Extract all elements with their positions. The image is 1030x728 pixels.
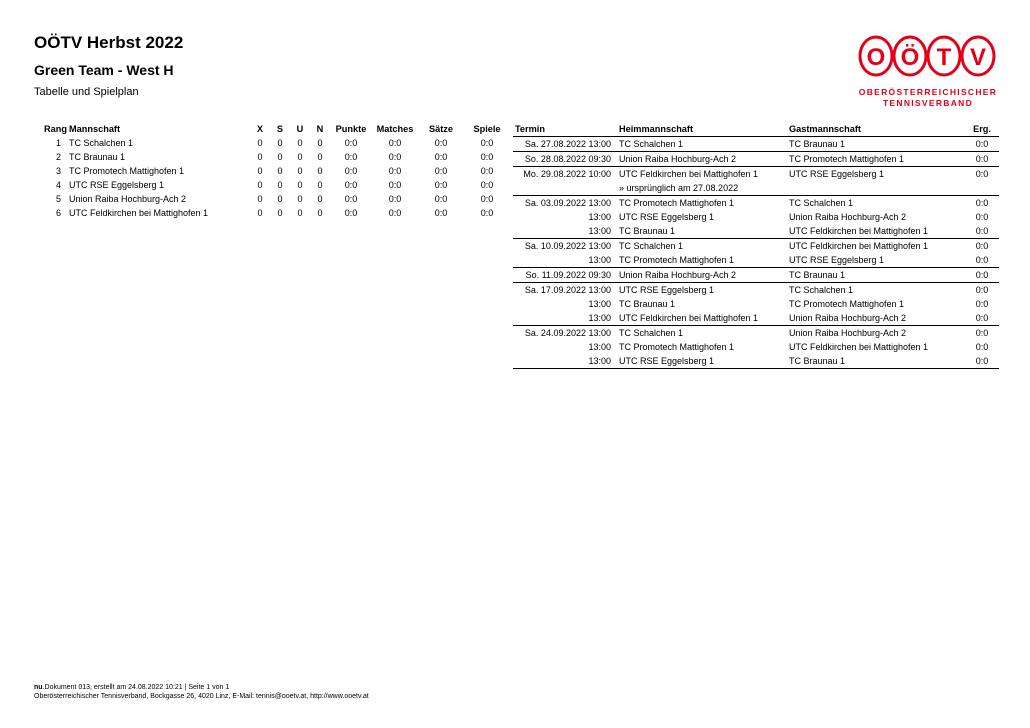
s-cell: 0 xyxy=(277,152,283,162)
s-cell: 0 xyxy=(277,208,283,218)
result-cell: 0:0 xyxy=(975,212,989,222)
punkte-cell: 0:0 xyxy=(344,166,358,176)
x-cell: 0 xyxy=(257,194,263,204)
result-cell: 0:0 xyxy=(965,326,999,341)
s-cell: 0 xyxy=(277,138,283,148)
col-rang: Rang xyxy=(44,124,67,134)
punkte-cell: 0:0 xyxy=(344,138,358,148)
schedule-row xyxy=(513,354,999,369)
result-cell: 0:0 xyxy=(965,268,999,283)
guest-team-cell: Union Raiba Hochburg-Ach 2 xyxy=(787,326,965,341)
home-team-cell: TC Schalchen 1 xyxy=(617,239,787,254)
footer-contact-line: Oberösterreichischer Tennisverband, Bockgasse 26, 4020 Linz, E-Mail: tennis@ooetv.at, http://www.ooetv.at xyxy=(34,693,369,700)
spiele-cell: 0:0 xyxy=(480,138,494,148)
home-team-cell: UTC RSE Eggelsberg 1 xyxy=(619,212,715,222)
guest-team-cell: UTC Feldkirchen bei Mattighofen 1 xyxy=(789,342,929,352)
schedule-row xyxy=(513,152,999,167)
guest-team-cell: TC Schalchen 1 xyxy=(787,196,965,211)
result-cell: 0:0 xyxy=(975,342,989,352)
schedule-row xyxy=(513,268,999,283)
matches-cell: 0:0 xyxy=(388,180,402,190)
schedule-row xyxy=(513,224,999,239)
col-x: X xyxy=(256,124,264,134)
x-cell: 0 xyxy=(257,166,263,176)
col-saetze: Sätze xyxy=(428,124,453,134)
u-cell: 0 xyxy=(297,180,303,190)
col-matches: Matches xyxy=(376,124,414,134)
col-termin: Termin xyxy=(513,122,617,137)
home-team-cell: TC Schalchen 1 xyxy=(617,326,787,341)
logo-letter-o: O xyxy=(866,44,886,71)
n-cell: 0 xyxy=(317,152,323,162)
team-cell: Union Raiba Hochburg-Ach 2 xyxy=(69,194,187,204)
guest-team-cell: Union Raiba Hochburg-Ach 2 xyxy=(789,313,907,323)
team-cell: UTC RSE Eggelsberg 1 xyxy=(69,180,165,190)
termin-cell: Sa. 17.09.2022 13:00 xyxy=(513,283,617,298)
saetze-cell: 0:0 xyxy=(434,208,448,218)
result-cell: 0:0 xyxy=(965,239,999,254)
home-team-cell: UTC RSE Eggelsberg 1 xyxy=(617,354,787,369)
home-team-cell: » ursprünglich am 27.08.2022 xyxy=(619,183,739,193)
s-cell: 0 xyxy=(277,166,283,176)
col-ergebnis: Erg. xyxy=(965,122,999,137)
termin-cell: 13:00 xyxy=(588,226,611,236)
guest-team-cell: UTC RSE Eggelsberg 1 xyxy=(789,255,885,265)
schedule-row xyxy=(513,283,999,298)
rank-cell: 1 xyxy=(55,138,61,148)
standings-row xyxy=(40,136,510,150)
matches-cell: 0:0 xyxy=(388,194,402,204)
punkte-cell: 0:0 xyxy=(344,208,358,218)
termin-cell: Sa. 27.08.2022 13:00 xyxy=(524,139,611,149)
logo-letter-v: V xyxy=(969,44,987,71)
document-description: Tabelle und Spielplan xyxy=(34,86,139,98)
u-cell: 0 xyxy=(297,152,303,162)
schedule-row xyxy=(513,239,999,254)
team-cell: TC Schalchen 1 xyxy=(69,138,134,148)
guest-team-cell: Union Raiba Hochburg-Ach 2 xyxy=(789,212,907,222)
spiele-cell: 0:0 xyxy=(480,208,494,218)
col-s: S xyxy=(276,124,284,134)
schedule-row xyxy=(513,340,999,354)
home-team-cell: TC Braunau 1 xyxy=(619,226,676,236)
matches-cell: 0:0 xyxy=(388,138,402,148)
col-mannschaft: Mannschaft xyxy=(69,124,121,134)
matches-cell: 0:0 xyxy=(388,152,402,162)
termin-cell: 13:00 xyxy=(588,342,611,352)
league-subtitle: Green Team - West H xyxy=(34,62,174,78)
footer-document-info xyxy=(34,684,229,691)
guest-team-cell: TC Schalchen 1 xyxy=(787,283,965,298)
footer-brand: nu xyxy=(34,684,43,691)
team-cell: TC Braunau 1 xyxy=(69,152,126,162)
termin-cell: So. 11.09.2022 09:30 xyxy=(513,268,617,283)
result-cell xyxy=(965,181,999,196)
guest-team-cell: UTC RSE Eggelsberg 1 xyxy=(787,167,965,182)
col-punkte: Punkte xyxy=(335,124,367,134)
n-cell: 0 xyxy=(317,180,323,190)
rank-cell: 6 xyxy=(55,208,61,218)
result-cell: 0:0 xyxy=(965,196,999,211)
team-cell: TC Promotech Mattighofen 1 xyxy=(69,166,185,176)
u-cell: 0 xyxy=(297,208,303,218)
s-cell: 0 xyxy=(277,194,283,204)
schedule-row xyxy=(513,210,999,224)
schedule-row xyxy=(513,297,999,311)
termin-cell: Sa. 03.09.2022 13:00 xyxy=(513,196,617,211)
home-team-cell: TC Promotech Mattighofen 1 xyxy=(619,255,735,265)
document-title: OÖTV Herbst 2022 xyxy=(34,33,184,52)
result-cell: 0:0 xyxy=(965,152,999,167)
home-team-cell: UTC Feldkirchen bei Mattighofen 1 xyxy=(617,167,787,182)
schedule-row xyxy=(513,253,999,268)
termin-cell: Mo. 29.08.2022 10:00 xyxy=(513,167,617,182)
matches-cell: 0:0 xyxy=(388,208,402,218)
standings-row xyxy=(40,192,510,206)
result-cell: 0:0 xyxy=(975,299,989,309)
standings-row xyxy=(40,164,510,178)
spiele-cell: 0:0 xyxy=(480,152,494,162)
termin-cell xyxy=(513,181,617,196)
guest-team-cell: TC Promotech Mattighofen 1 xyxy=(789,299,905,309)
logo-letter-oe: Ö xyxy=(900,44,920,71)
x-cell: 0 xyxy=(257,152,263,162)
spiele-cell: 0:0 xyxy=(480,166,494,176)
termin-cell: Sa. 24.09.2022 13:00 xyxy=(513,326,617,341)
schedule-header-row xyxy=(513,122,999,137)
standings-row xyxy=(40,150,510,164)
n-cell: 0 xyxy=(317,138,323,148)
rank-cell: 5 xyxy=(55,194,61,204)
home-team-cell: Union Raiba Hochburg-Ach 2 xyxy=(617,268,787,283)
schedule-row xyxy=(513,167,999,182)
guest-team-cell: TC Promotech Mattighofen 1 xyxy=(787,152,965,167)
footer-document-line: .Dokument 013, erstellt am 24.08.2022 10:21 | Seite 1 von 1 xyxy=(42,684,230,691)
result-cell: 0:0 xyxy=(965,167,999,182)
result-cell: 0:0 xyxy=(965,283,999,298)
termin-cell: So. 28.08.2022 09:30 xyxy=(513,152,617,167)
n-cell: 0 xyxy=(317,208,323,218)
guest-team-cell xyxy=(787,181,965,196)
logo-letter-t: T xyxy=(936,44,952,71)
schedule-row xyxy=(513,311,999,326)
saetze-cell: 0:0 xyxy=(434,138,448,148)
col-gastmannschaft: Gastmannschaft xyxy=(787,122,965,137)
termin-cell: 13:00 xyxy=(513,354,617,369)
termin-cell: 13:00 xyxy=(588,255,611,265)
u-cell: 0 xyxy=(297,166,303,176)
standings-header-row xyxy=(40,122,510,136)
col-heimmannschaft: Heimmannschaft xyxy=(617,122,787,137)
schedule-row xyxy=(513,326,999,341)
col-u: U xyxy=(296,124,304,134)
result-cell: 0:0 xyxy=(975,313,989,323)
punkte-cell: 0:0 xyxy=(344,194,358,204)
schedule-row xyxy=(513,196,999,211)
saetze-cell: 0:0 xyxy=(434,152,448,162)
team-cell: UTC Feldkirchen bei Mattighofen 1 xyxy=(69,208,209,218)
schedule-table xyxy=(513,122,999,369)
u-cell: 0 xyxy=(297,194,303,204)
home-team-cell: Union Raiba Hochburg-Ach 2 xyxy=(617,152,787,167)
x-cell: 0 xyxy=(257,208,263,218)
saetze-cell: 0:0 xyxy=(434,166,448,176)
standings-row xyxy=(40,178,510,192)
guest-team-cell: UTC Feldkirchen bei Mattighofen 1 xyxy=(787,239,965,254)
logo-caption-line2: TENNISVERBAND xyxy=(882,98,974,108)
logo-caption-line1: OBERÖSTERREICHISCHER xyxy=(858,87,998,97)
u-cell: 0 xyxy=(297,138,303,148)
col-n: N xyxy=(316,124,324,134)
home-team-cell: TC Braunau 1 xyxy=(619,299,676,309)
punkte-cell: 0:0 xyxy=(344,180,358,190)
termin-cell: 13:00 xyxy=(588,212,611,222)
spiele-cell: 0:0 xyxy=(480,180,494,190)
termin-cell: 13:00 xyxy=(588,299,611,309)
punkte-cell: 0:0 xyxy=(344,152,358,162)
schedule-row xyxy=(513,137,999,152)
guest-team-cell: UTC Feldkirchen bei Mattighofen 1 xyxy=(789,226,929,236)
home-team-cell: UTC Feldkirchen bei Mattighofen 1 xyxy=(619,313,759,323)
home-team-cell: TC Promotech Mattighofen 1 xyxy=(619,342,735,352)
result-cell: 0:0 xyxy=(975,226,989,236)
home-team-cell: TC Promotech Mattighofen 1 xyxy=(617,196,787,211)
s-cell: 0 xyxy=(277,180,283,190)
result-cell: 0:0 xyxy=(975,255,989,265)
saetze-cell: 0:0 xyxy=(434,180,448,190)
rank-cell: 4 xyxy=(55,180,61,190)
home-team-cell: TC Schalchen 1 xyxy=(619,139,684,149)
termin-cell: Sa. 10.09.2022 13:00 xyxy=(513,239,617,254)
result-cell: 0:0 xyxy=(975,139,989,149)
guest-team-cell: TC Braunau 1 xyxy=(787,354,965,369)
matches-cell: 0:0 xyxy=(388,166,402,176)
saetze-cell: 0:0 xyxy=(434,194,448,204)
guest-team-cell: TC Braunau 1 xyxy=(789,139,846,149)
spiele-cell: 0:0 xyxy=(480,194,494,204)
result-cell: 0:0 xyxy=(965,354,999,369)
standings-table xyxy=(40,122,510,220)
termin-cell: 13:00 xyxy=(588,313,611,323)
rank-cell: 3 xyxy=(55,166,61,176)
n-cell: 0 xyxy=(317,194,323,204)
guest-team-cell: TC Braunau 1 xyxy=(787,268,965,283)
n-cell: 0 xyxy=(317,166,323,176)
rank-cell: 2 xyxy=(55,152,61,162)
standings-row xyxy=(40,206,510,220)
x-cell: 0 xyxy=(257,180,263,190)
home-team-cell: UTC RSE Eggelsberg 1 xyxy=(617,283,787,298)
schedule-row xyxy=(513,181,999,196)
x-cell: 0 xyxy=(257,138,263,148)
col-spiele: Spiele xyxy=(473,124,501,134)
